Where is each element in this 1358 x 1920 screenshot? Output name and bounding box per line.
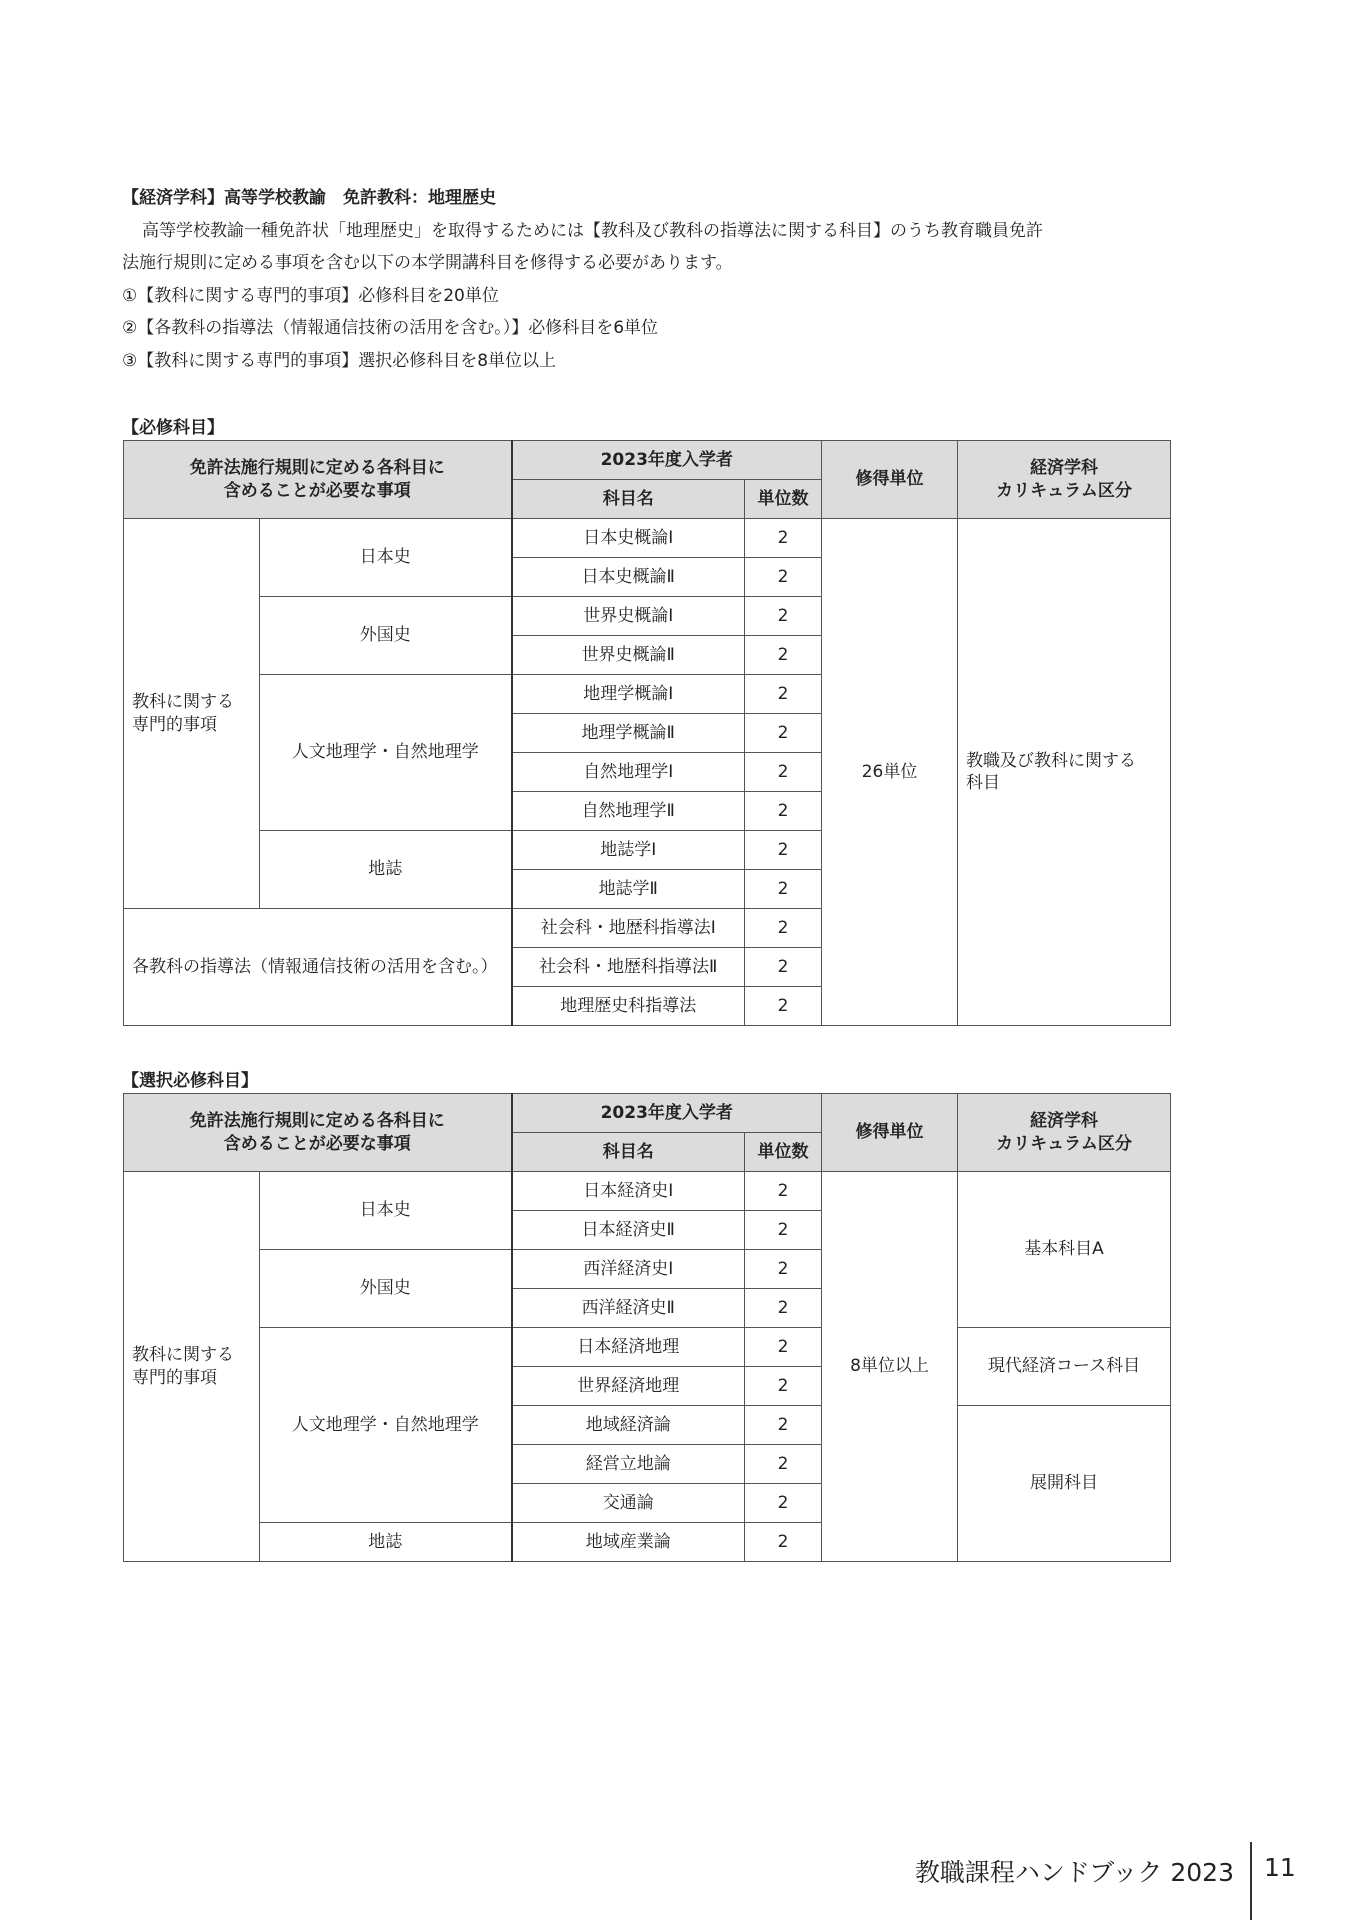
credits-cell: 2 [745,987,822,1026]
section-title: 【経済学科】高等学校教諭 免許教科：地理歴史 [122,188,496,208]
subject-cell: 社会科・地歴科指導法Ⅰ [512,909,745,948]
header-subject: 科目名 [512,1133,745,1172]
curriculum-kihon: 基本科目A [958,1172,1171,1328]
credits-cell: 2 [745,1172,822,1211]
category-chishi: 地誌 [260,1523,512,1562]
subject-cell: 世界史概論Ⅰ [512,597,745,636]
category-senmon: 教科に関する 専門的事項 [124,1172,260,1562]
category-nihonshi: 日本史 [260,1172,512,1250]
header-credits: 単位数 [745,1133,822,1172]
credits-cell: 2 [745,1328,822,1367]
requirement-item-1: ①【教科に関する専門的事項】必修科目を20単位 [122,285,499,306]
category-shidou: 各教科の指導法（情報通信技術の活用を含む。） [124,909,512,1026]
subject-cell: 地域経済論 [512,1406,745,1445]
credits-cell: 2 [745,792,822,831]
required-table [123,440,1171,1026]
subject-cell: 日本経済地理 [512,1328,745,1367]
subject-cell: 地域産業論 [512,1523,745,1562]
required-label: 【必修科目】 [122,418,224,438]
subject-cell: 日本経済史Ⅰ [512,1172,745,1211]
intro-section [122,182,1182,377]
subject-cell: 地理歴史科指導法 [512,987,745,1026]
credits-cell: 2 [745,948,822,987]
footer-divider [1250,1842,1252,1920]
header-curriculum: 経済学科 カリキュラム区分 [958,1094,1171,1172]
header-curriculum: 経済学科 カリキュラム区分 [958,441,1171,519]
credits-cell: 2 [745,597,822,636]
subject-cell: 日本経済史Ⅱ [512,1211,745,1250]
earned-total: 8単位以上 [822,1172,958,1562]
header-subject: 科目名 [512,480,745,519]
subject-cell: 西洋経済史Ⅱ [512,1289,745,1328]
category-gaikokushi: 外国史 [260,1250,512,1328]
credits-cell: 2 [745,870,822,909]
category-nihonshi: 日本史 [260,519,512,597]
credits-cell: 2 [745,1289,822,1328]
header-requirement: 免許法施行規則に定める各科目に 含めることが必要な事項 [124,1094,512,1172]
header-credits: 単位数 [745,480,822,519]
category-gaikokushi: 外国史 [260,597,512,675]
subject-cell: 日本史概論Ⅰ [512,519,745,558]
subject-cell: 経営立地論 [512,1445,745,1484]
credits-cell: 2 [745,753,822,792]
header-earned: 修得単位 [822,1094,958,1172]
subject-cell: 自然地理学Ⅰ [512,753,745,792]
requirement-item-3: ③【教科に関する専門的事項】選択必修科目を8単位以上 [122,350,557,371]
credits-cell: 2 [745,519,822,558]
credits-cell: 2 [745,1250,822,1289]
category-senmon: 教科に関する 専門的事項 [124,519,260,909]
category-chishi: 地誌 [260,831,512,909]
curriculum-tenkai: 展開科目 [958,1406,1171,1562]
subject-cell: 地理学概論Ⅱ [512,714,745,753]
subject-cell: 交通論 [512,1484,745,1523]
credits-cell: 2 [745,558,822,597]
subject-cell: 地理学概論Ⅰ [512,675,745,714]
intro-line: 高等学校教諭一種免許状「地理歴史」を取得するためには【教科及び教科の指導法に関する科目】のうち教育職員免許 [142,220,1043,241]
requirement-item-2: ②【各教科の指導法（情報通信技術の活用を含む。）】必修科目を6単位 [122,318,659,338]
earned-total: 26単位 [822,519,958,1026]
credits-cell: 2 [745,1367,822,1406]
credits-cell: 2 [745,1406,822,1445]
header-year: 2023年度入学者 [512,441,822,480]
page-number: 11 [1264,1853,1296,1882]
subject-cell: 社会科・地歴科指導法Ⅱ [512,948,745,987]
elective-table [123,1093,1171,1562]
subject-cell: 日本史概論Ⅱ [512,558,745,597]
subject-cell: 自然地理学Ⅱ [512,792,745,831]
subject-cell: 地誌学Ⅰ [512,831,745,870]
subject-cell: 世界経済地理 [512,1367,745,1406]
header-earned: 修得単位 [822,441,958,519]
subject-cell: 西洋経済史Ⅰ [512,1250,745,1289]
category-jinbun: 人文地理学・自然地理学 [260,1328,512,1523]
curriculum-gendai: 現代経済コース科目 [958,1328,1171,1406]
category-jinbun: 人文地理学・自然地理学 [260,675,512,831]
subject-cell: 世界史概論Ⅱ [512,636,745,675]
subject-cell: 地誌学Ⅱ [512,870,745,909]
credits-cell: 2 [745,831,822,870]
header-requirement: 免許法施行規則に定める各科目に 含めることが必要な事項 [124,441,512,519]
credits-cell: 2 [745,714,822,753]
elective-label: 【選択必修科目】 [122,1071,258,1091]
credits-cell: 2 [745,1484,822,1523]
intro-line: 法施行規則に定める事項を含む以下の本学開講科目を修得する必要があります。 [122,253,733,273]
credits-cell: 2 [745,1211,822,1250]
header-year: 2023年度入学者 [512,1094,822,1133]
curriculum-category: 教職及び教科に関する 科目 [958,519,1171,1026]
credits-cell: 2 [745,909,822,948]
credits-cell: 2 [745,1445,822,1484]
footer-title: 教職課程ハンドブック 2023 [914,1858,1234,1887]
credits-cell: 2 [745,675,822,714]
credits-cell: 2 [745,636,822,675]
credits-cell: 2 [745,1523,822,1562]
